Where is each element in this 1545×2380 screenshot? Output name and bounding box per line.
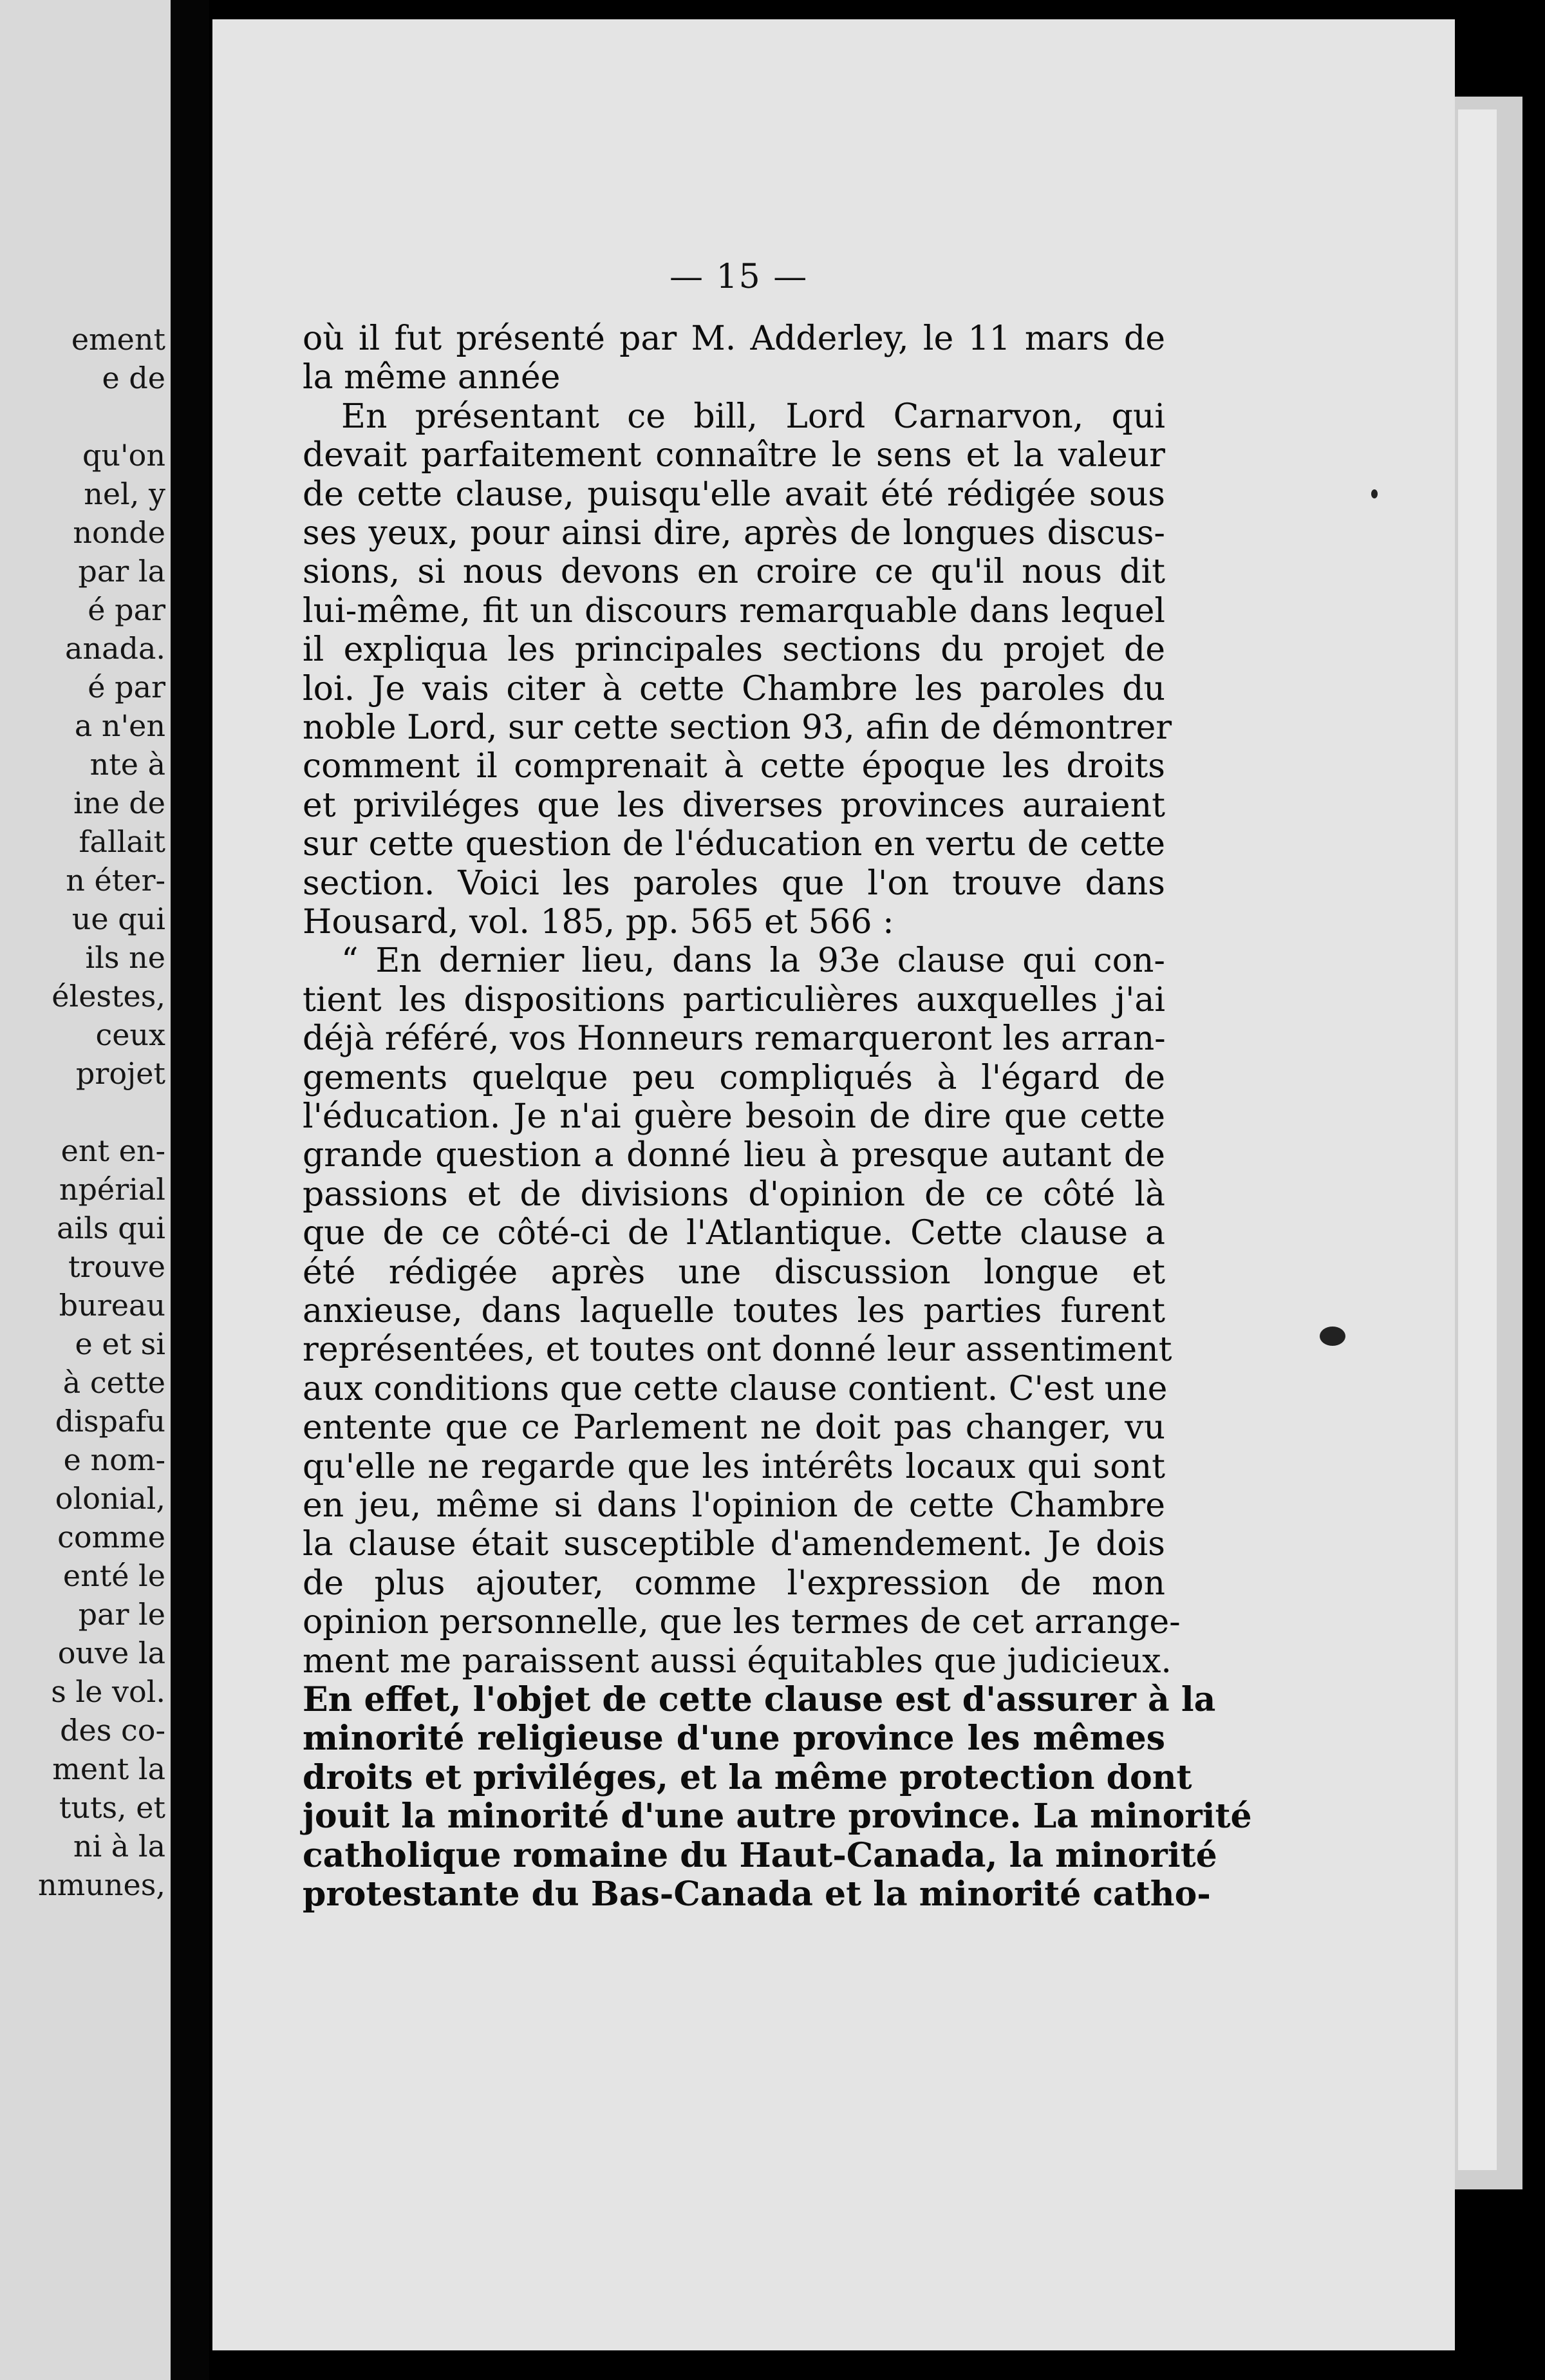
left-page-line: élestes, [52,979,165,1014]
left-page-line: à cette [62,1365,165,1400]
text-line: comment il comprenait à cette époque les droits [303,747,1165,786]
left-page-line: n éter- [66,863,165,898]
left-page-line: nmunes, [38,1867,165,1902]
text-line: et priviléges que les diverses provinces auraient [303,786,1165,825]
left-page-line: é par [88,592,165,627]
text-line: il expliqua les principales sections du projet de [303,630,1165,670]
left-page-line: nel, y [84,477,165,511]
text-line: sions, si nous devons en croire ce qu'il nous dit [303,552,1165,592]
text-line: droits et priviléges, et la même protection dont [303,1757,1192,1797]
left-page-line: par la [78,554,165,589]
text-line: jouit la minorité d'une autre province. La minorité [303,1797,1252,1837]
left-page-line: é par [88,670,165,704]
text-line: tient les dispositions particulières auxquelles j'ai [303,980,1165,1019]
text-line: En présentant ce bill, Lord Carnarvon, qui [341,397,1165,436]
text-line: lui-même, fit un discours remarquable dans lequel [303,591,1165,630]
text-line: la clause était susceptible d'amendement. Je dois [303,1525,1165,1564]
text-line: section. Voici les paroles que l'on trouve dans [303,864,1165,903]
left-page-line: ent en- [61,1133,165,1168]
left-page-line: fallait [79,824,165,859]
text-line: noble Lord, sur cette section 93, afin de démontrer [303,708,1172,747]
text-line: protestante du Bas-Canada et la minorité catho- [303,1875,1211,1914]
page-edge-inner [1458,109,1497,2170]
left-page-line: ni à la [73,1829,165,1864]
left-page-line: e de [102,361,165,395]
left-page-line: ails qui [57,1211,165,1245]
left-page-line: trouve [68,1249,165,1284]
left-page-line: des co- [60,1713,165,1748]
left-page-line: bureau [59,1288,165,1323]
text-line: En effet, l'objet de cette clause est d'assurer à la [303,1680,1216,1719]
text-line: entente que ce Parlement ne doit pas changer, vu [303,1408,1165,1448]
left-page-line: dispafu [55,1404,165,1439]
text-line: représentées, et toutes ont donné leur assentiment [303,1330,1172,1370]
text-line: catholique romaine du Haut-Canada, la minorité [303,1835,1217,1875]
text-line: en jeu, même si dans l'opinion de cette Chambre [303,1486,1165,1525]
text-line: de cette clause, puisqu'elle avait été rédigée sous [303,475,1165,514]
left-page-line: ine de [73,786,165,820]
text-line: “ En dernier lieu, dans la 93e clause qui con- [341,941,1165,981]
ink-speck [1371,489,1378,498]
left-page-line: s le vol. [51,1674,165,1709]
left-page-line: anada. [65,631,165,666]
left-page-line: enté le [62,1558,165,1593]
left-page-line: a n'en [74,708,165,743]
left-page-line: qu'on [82,438,165,473]
text-line: que de ce côté-ci de l'Atlantique. Cette clause a [303,1214,1165,1253]
left-page-line: ils ne [85,940,165,975]
text-line: devait parfaitement connaître le sens et la valeur [303,436,1165,475]
left-page-line: ue qui [71,902,165,936]
left-page-line: ouve la [57,1636,165,1670]
text-line: qu'elle ne regarde que les intérêts locaux qui sont [303,1447,1165,1486]
left-page-line: par le [78,1597,165,1632]
text-line: loi. Je vais citer à cette Chambre les paroles du [303,669,1165,708]
text-line: de plus ajouter, comme l'expression de mon [303,1563,1165,1603]
left-page-line: tuts, et [59,1790,165,1825]
left-page-line: npérial [59,1172,165,1207]
left-page-line: ement [71,322,165,357]
left-page-line: nonde [73,515,165,550]
text-line: anxieuse, dans laquelle toutes les parties furent [303,1292,1165,1330]
left-page-line: ment la [52,1752,165,1786]
text-line: opinion personnelle, que les termes de cet arrange- [303,1603,1181,1642]
left-page-fragment [0,0,171,2380]
text-line: où il fut présenté par M. Adderley, le 11 mars de [303,319,1165,358]
text-line: aux conditions que cette clause contient. C'est une [303,1369,1168,1408]
ink-speck [1320,1327,1345,1346]
text-line: minorité religieuse d'une province les mêmes [303,1719,1165,1759]
left-page-line: projet [75,1056,165,1091]
text-line: l'éducation. Je n'ai guère besoin de dire que cette [303,1097,1165,1136]
book-gutter [171,0,209,2380]
text-line: la même année [303,358,561,397]
left-page-line: ceux [95,1017,165,1052]
text-line: Housard, vol. 185, pp. 565 et 566 : [303,903,894,941]
left-page-line: e nom- [63,1442,165,1477]
text-line: grande question a donné lieu à presque autant de [303,1136,1165,1175]
text-line: sur cette question de l'éducation en vertu de cette [303,825,1165,864]
text-line: ses yeux, pour ainsi dire, après de longues discus- [303,514,1165,552]
left-page-line: olonial, [55,1481,165,1516]
text-line: été rédigée après une discussion longue et [303,1252,1165,1292]
text-line: passions et de divisions d'opinion de ce côté là [303,1175,1165,1214]
left-page-line: nte à [89,747,165,782]
page-number: — 15 — [670,258,809,296]
text-line: ment me paraissent aussi équitables que judicieux. [303,1641,1172,1681]
left-page-line: e et si [75,1327,165,1361]
left-page-line: comme [57,1520,165,1554]
text-line: déjà référé, vos Honneurs remarqueront les arran- [303,1019,1166,1059]
text-line: gements quelque peu compliqués à l'égard de [303,1058,1165,1097]
